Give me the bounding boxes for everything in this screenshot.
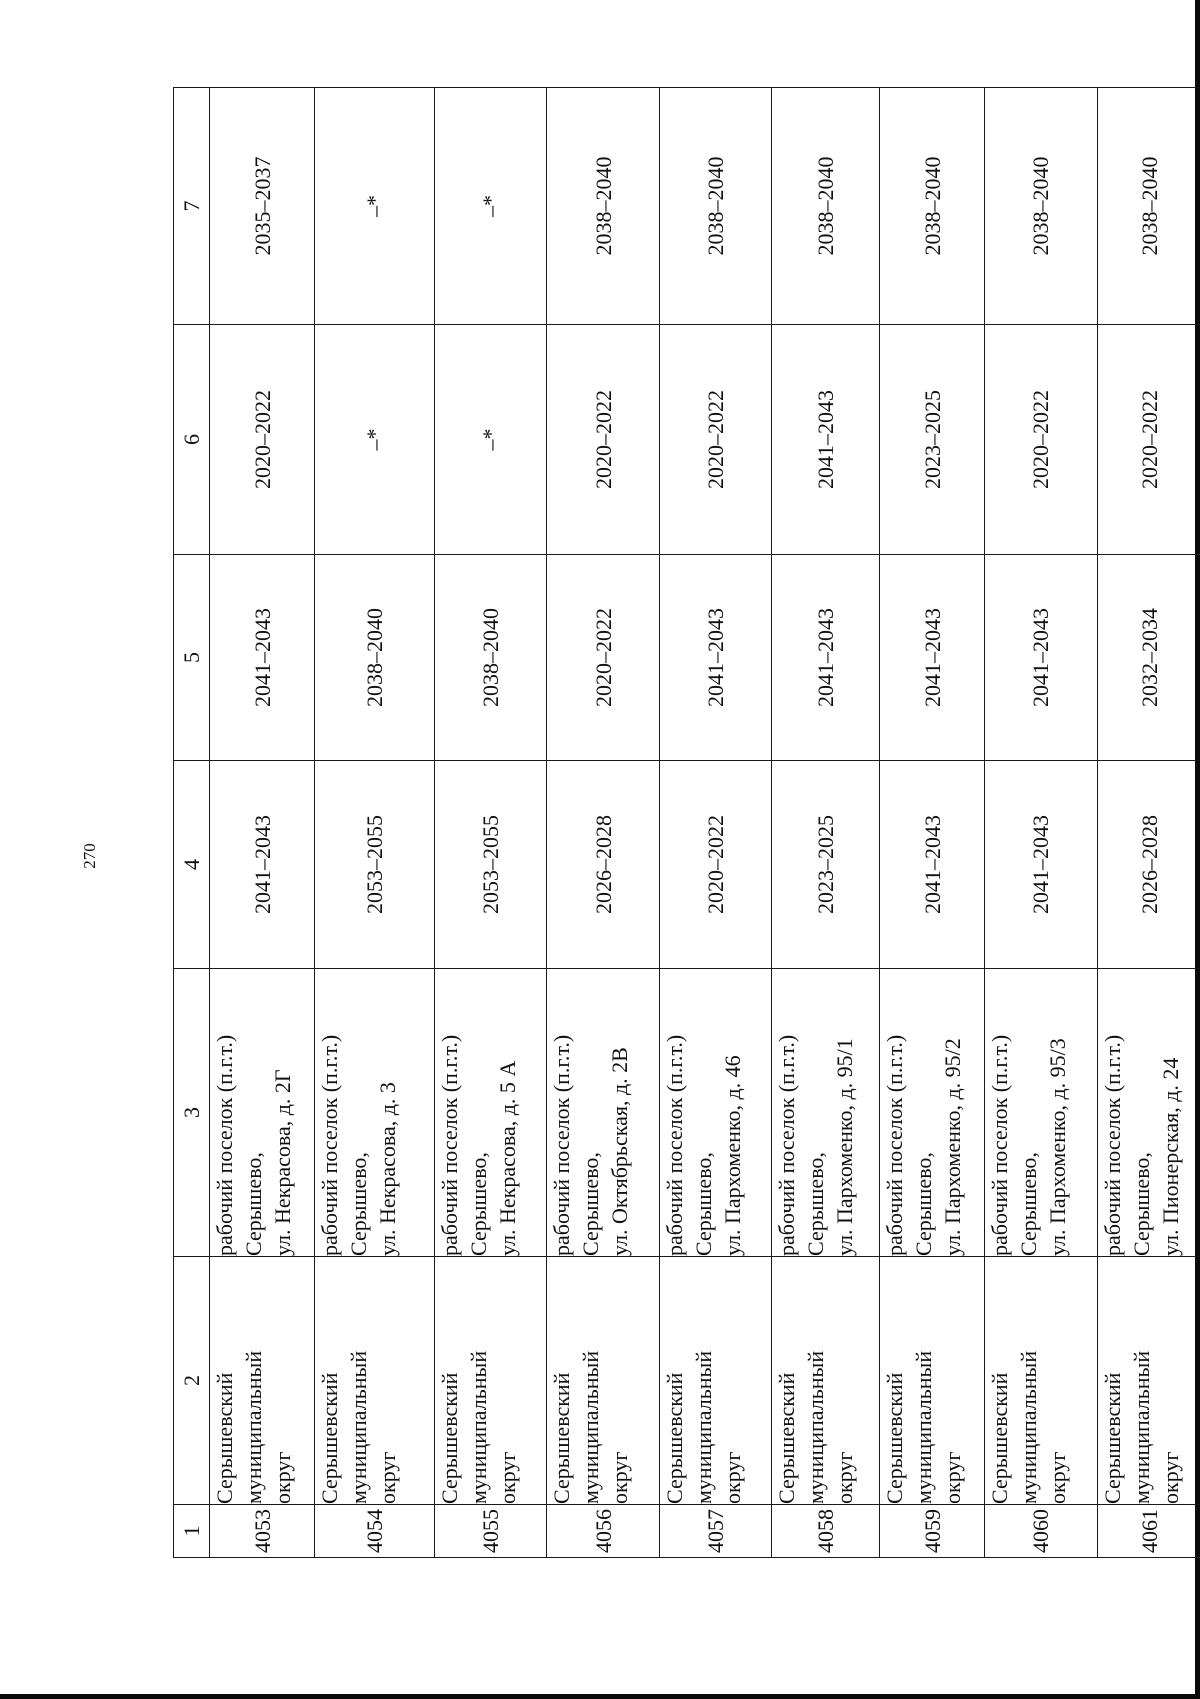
address-line: Серышево, xyxy=(240,1152,266,1256)
period-col4-cell: 2041–2043 xyxy=(985,761,1097,969)
district-line: округ xyxy=(269,1451,295,1504)
district-cell xyxy=(434,1257,546,1505)
address-cell xyxy=(209,969,314,1257)
period-col6-cell: 2020–2022 xyxy=(985,325,1097,555)
address-line: Серышево, xyxy=(346,1152,372,1256)
district-cell xyxy=(879,1257,984,1505)
period-col5-cell: 2041–2043 xyxy=(985,555,1097,761)
address-line: ул. Некрасова, д. 5 А xyxy=(494,1060,520,1256)
district-line: округ xyxy=(375,1451,401,1504)
period-col4-cell: 2020–2022 xyxy=(659,761,771,969)
period-col7-cell: 2038–2040 xyxy=(547,88,659,325)
address-cell xyxy=(659,969,771,1257)
table-row xyxy=(879,88,984,1558)
address-line: рабочий поселок (п.г.т.) xyxy=(1099,1034,1125,1256)
district-line: Серышевский xyxy=(661,1372,687,1504)
period-col5-cell: 2038–2040 xyxy=(434,555,546,761)
address-cell xyxy=(1097,969,1200,1257)
address-line: ул. Пархоменко, д. 95/3 xyxy=(1045,1038,1071,1256)
period-col4-cell: 2041–2043 xyxy=(879,761,984,969)
period-col6-cell: 2020–2022 xyxy=(1097,325,1200,555)
district-line: Серышевский xyxy=(881,1372,907,1504)
table-row xyxy=(209,88,314,1558)
period-col6-cell: 2020–2022 xyxy=(547,325,659,555)
period-col5-cell: 2041–2043 xyxy=(772,555,880,761)
address-line: рабочий поселок (п.г.т.) xyxy=(881,1034,907,1256)
header-cell-5: 5 xyxy=(174,555,210,761)
period-col5-cell: 2041–2043 xyxy=(879,555,984,761)
row-number-cell: 4055 xyxy=(434,1505,546,1558)
period-col7-cell: 2035–2037 xyxy=(209,88,314,325)
period-col7-cell: –* xyxy=(434,88,546,325)
header-cell-3: 3 xyxy=(174,969,210,1257)
period-col7-cell: 2038–2040 xyxy=(772,88,880,325)
period-col6-cell: 2020–2022 xyxy=(659,325,771,555)
address-line: рабочий поселок (п.г.т.) xyxy=(436,1034,462,1256)
district-line: округ xyxy=(494,1451,520,1504)
address-line: Серышево, xyxy=(910,1152,936,1256)
address-cell xyxy=(315,969,435,1257)
period-col6-cell: 2023–2025 xyxy=(879,325,984,555)
district-line: муниципальный xyxy=(578,1350,604,1504)
address-line: рабочий поселок (п.г.т.) xyxy=(661,1034,687,1256)
address-line: Серышево, xyxy=(1016,1152,1042,1256)
table-row xyxy=(772,88,880,1558)
district-line: Серышевский xyxy=(317,1372,343,1504)
address-line: Серышево, xyxy=(465,1152,491,1256)
address-line: ул. Пархоменко, д. 95/1 xyxy=(832,1038,858,1256)
district-line: муниципальный xyxy=(346,1350,372,1504)
district-line: округ xyxy=(832,1451,858,1504)
table-row xyxy=(547,88,659,1558)
district-line: Серышевский xyxy=(1099,1372,1125,1504)
page-number: 270 xyxy=(80,843,99,869)
district-cell xyxy=(1097,1257,1200,1505)
row-number-cell: 4061 xyxy=(1097,1505,1200,1558)
table-row xyxy=(315,88,435,1558)
district-cell xyxy=(315,1257,435,1505)
period-col5-cell: 2041–2043 xyxy=(659,555,771,761)
period-col7-cell: 2038–2040 xyxy=(985,88,1097,325)
district-cell xyxy=(772,1257,880,1505)
address-line: рабочий поселок (п.г.т.) xyxy=(549,1034,575,1256)
district-cell xyxy=(209,1257,314,1505)
row-number-cell: 4058 xyxy=(772,1505,880,1558)
row-number-cell: 4054 xyxy=(315,1505,435,1558)
rotated-table-sheet xyxy=(173,88,1200,1558)
district-line: Серышевский xyxy=(436,1372,462,1504)
period-col4-cell: 2026–2028 xyxy=(1097,761,1200,969)
district-line: Серышевский xyxy=(549,1372,575,1504)
address-line: ул. Некрасова, д. 2Г xyxy=(269,1069,295,1256)
table-row xyxy=(659,88,771,1558)
row-number-cell: 4053 xyxy=(209,1505,314,1558)
address-line: ул. Некрасова, д. 3 xyxy=(375,1082,401,1256)
address-cell xyxy=(434,969,546,1257)
period-col6-cell: 2041–2043 xyxy=(772,325,880,555)
page-border-bottom xyxy=(0,1694,1200,1699)
period-col4-cell: 2041–2043 xyxy=(209,761,314,969)
address-line: рабочий поселок (п.г.т.) xyxy=(774,1034,800,1256)
period-col5-cell: 2041–2043 xyxy=(209,555,314,761)
row-number-cell: 4059 xyxy=(879,1505,984,1558)
table-body xyxy=(174,88,1200,1558)
district-line: муниципальный xyxy=(240,1350,266,1504)
period-col7-cell: –* xyxy=(315,88,435,325)
district-line: муниципальный xyxy=(465,1350,491,1504)
period-col4-cell: 2053–2055 xyxy=(315,761,435,969)
district-line: округ xyxy=(1157,1451,1183,1504)
district-line: Серышевский xyxy=(211,1372,237,1504)
period-col6-cell: 2020–2022 xyxy=(209,325,314,555)
district-line: муниципальный xyxy=(803,1350,829,1504)
period-col7-cell: 2038–2040 xyxy=(879,88,984,325)
header-cell-1: 1 xyxy=(174,1505,210,1558)
address-line: ул. Пархоменко, д. 95/2 xyxy=(939,1038,965,1256)
district-line: округ xyxy=(607,1451,633,1504)
district-line: округ xyxy=(939,1451,965,1504)
period-col5-cell: 2038–2040 xyxy=(315,555,435,761)
row-number-cell: 4060 xyxy=(985,1505,1097,1558)
period-col6-cell: –* xyxy=(434,325,546,555)
table-row xyxy=(434,88,546,1558)
period-col4-cell: 2053–2055 xyxy=(434,761,546,969)
district-line: муниципальный xyxy=(690,1350,716,1504)
address-cell xyxy=(985,969,1097,1257)
header-cell-7: 7 xyxy=(174,88,210,325)
district-line: округ xyxy=(1045,1451,1071,1504)
address-cell xyxy=(772,969,880,1257)
address-line: ул. Октябрьская, д. 2В xyxy=(607,1047,633,1256)
district-line: муниципальный xyxy=(1128,1350,1154,1504)
district-cell xyxy=(547,1257,659,1505)
district-cell xyxy=(659,1257,771,1505)
address-cell xyxy=(547,969,659,1257)
period-col5-cell: 2020–2022 xyxy=(547,555,659,761)
period-col7-cell: 2038–2040 xyxy=(1097,88,1200,325)
address-line: рабочий поселок (п.г.т.) xyxy=(317,1034,343,1256)
address-line: Серышево, xyxy=(803,1152,829,1256)
district-line: округ xyxy=(719,1451,745,1504)
table-row xyxy=(985,88,1097,1558)
row-number-cell: 4056 xyxy=(547,1505,659,1558)
header-cell-6: 6 xyxy=(174,325,210,555)
table-row xyxy=(1097,88,1200,1558)
period-col4-cell: 2026–2028 xyxy=(547,761,659,969)
address-line: Серышево, xyxy=(578,1152,604,1256)
address-line: Серышево, xyxy=(690,1152,716,1256)
period-col4-cell: 2023–2025 xyxy=(772,761,880,969)
header-cell-4: 4 xyxy=(174,761,210,969)
district-cell xyxy=(985,1257,1097,1505)
period-col7-cell: 2038–2040 xyxy=(659,88,771,325)
address-line: Серышево, xyxy=(1128,1152,1154,1256)
address-line: ул. Пионерская, д. 24 xyxy=(1157,1057,1183,1256)
address-line: ул. Пархоменко, д. 46 xyxy=(719,1055,745,1256)
header-row xyxy=(174,88,210,1558)
header-cell-2: 2 xyxy=(174,1257,210,1505)
address-line: рабочий поселок (п.г.т.) xyxy=(987,1034,1013,1256)
district-line: муниципальный xyxy=(1016,1350,1042,1504)
schedule-table xyxy=(173,87,1200,1558)
address-line: рабочий поселок (п.г.т.) xyxy=(211,1034,237,1256)
row-number-cell: 4057 xyxy=(659,1505,771,1558)
address-cell xyxy=(879,969,984,1257)
district-line: муниципальный xyxy=(910,1350,936,1504)
period-col5-cell: 2032–2034 xyxy=(1097,555,1200,761)
period-col6-cell: –* xyxy=(315,325,435,555)
district-line: Серышевский xyxy=(774,1372,800,1504)
district-line: Серышевский xyxy=(987,1372,1013,1504)
